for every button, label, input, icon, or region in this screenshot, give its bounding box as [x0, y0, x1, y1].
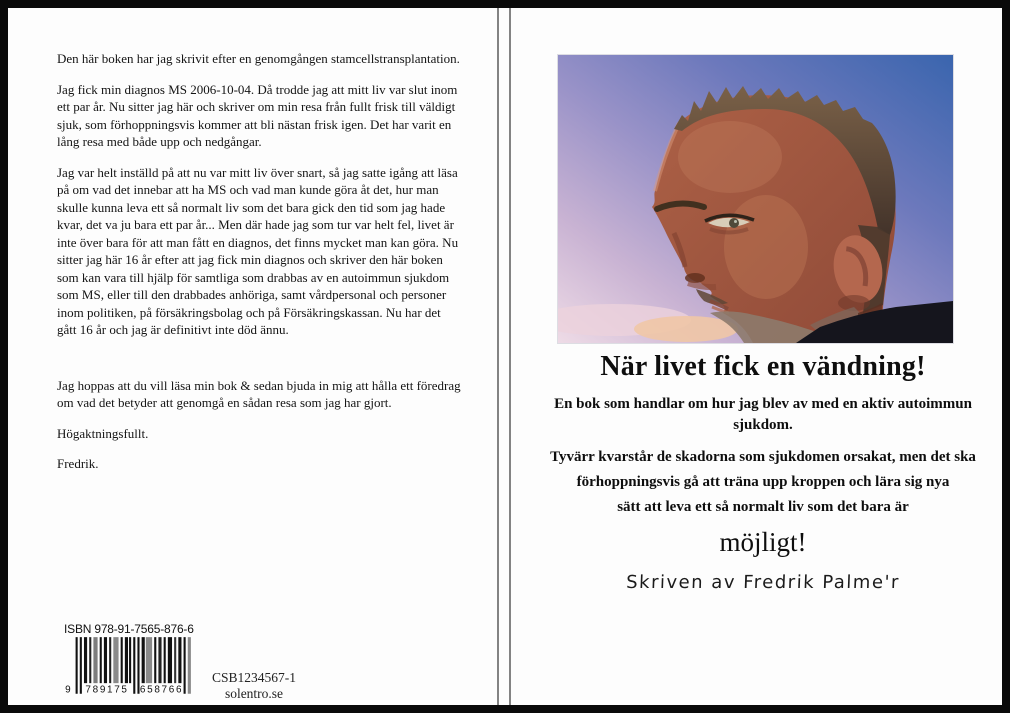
cover-body-line: Tyvärr kvarstår de skadorna som sjukdomen orsakat, men det ska — [550, 449, 976, 465]
spine-fold-line — [497, 8, 499, 705]
csb-code: CSB1234567-1 — [211, 670, 296, 685]
publisher-site: solentro.se — [224, 686, 284, 701]
man-profile-photo-illustration — [558, 55, 953, 343]
back-paragraph: Jag fick min diagnos MS 2006-10-04. Då trodde jag att mitt liv var slut inom ett par år. Nu sitter jag här och skriver om min resa från fullt frisk till väldigt sjuk, som förhoppningsvis kommer att bli nästan frisk igen. Det har varit en lång resa med både upp och nedgångar. — [57, 81, 458, 149]
cover-body-line: förhoppningsvis gå att träna upp kroppen och lära sig nya — [576, 474, 950, 490]
spine-fold-line — [509, 8, 511, 705]
cover-body-line: sätt att leva ett så normalt liv som det bara är — [617, 499, 909, 515]
ean-barcode — [63, 637, 193, 696]
author-byline: Skriven av Fredrik Palme'r — [625, 572, 901, 593]
barcode-right-digits: 658766 — [139, 684, 184, 696]
isbn-label: ISBN 978-91-7565-876-6 — [64, 622, 194, 636]
barcode-left-digits: 789175 — [85, 684, 129, 696]
cover-body-text — [524, 445, 1002, 520]
publisher-block — [186, 670, 322, 702]
back-paragraph: Jag var helt inställd på att nu var mitt liv över snart, så jag satte igång att läsa på om vad det innebar att ha MS och vad man kunde göra åt det, hur man skulle kunna leva ett så normalt liv som det bara gick den tid som jag hade kvar, det va ju bara ett par år... Men där hade jag som tur var helt fel, livet är inte över bara för att man fått en diagnos, det finns mycket man kan göra. Nu sitter jag här 16 år efter att jag fick min diagnos och skriver den här boken som kan vara till hjälp för samtliga som drabbas av en autoimmun sjukdom som MS, eller till den drabbades anhöriga, samt vårdpersonal och personer inom politiken, på försäkringsbolag och på Försäkringskassan. Nu har det gått 16 år och jag är definitivt inte död ännu. — [57, 164, 459, 337]
barcode-lead-digit: 9 — [65, 684, 73, 696]
emphasis-word: möjligt! — [719, 527, 807, 557]
back-paragraph: Jag hoppas att du vill läsa min bok & sedan bjuda in mig att hålla ett föredrag om vad det betyder att genomgå en sådan resa som jag har gjort. — [57, 377, 461, 410]
closing-salutation: Högaktningsfullt. — [57, 425, 149, 441]
subtitle-line: En bok som handlar om hur jag blev av med en aktiv autoimmun — [554, 396, 972, 412]
book-title: När livet fick en vändning! — [600, 351, 926, 382]
front-cover-text — [524, 349, 1002, 593]
back-paragraph: Den här boken har jag skrivit efter en genomgången stamcellstransplantation. — [57, 51, 460, 66]
back-cover-text — [57, 50, 461, 486]
subtitle-line: sjukdom. — [733, 417, 793, 433]
cover-photo — [558, 55, 953, 343]
signature-name: Fredrik. — [57, 456, 99, 471]
